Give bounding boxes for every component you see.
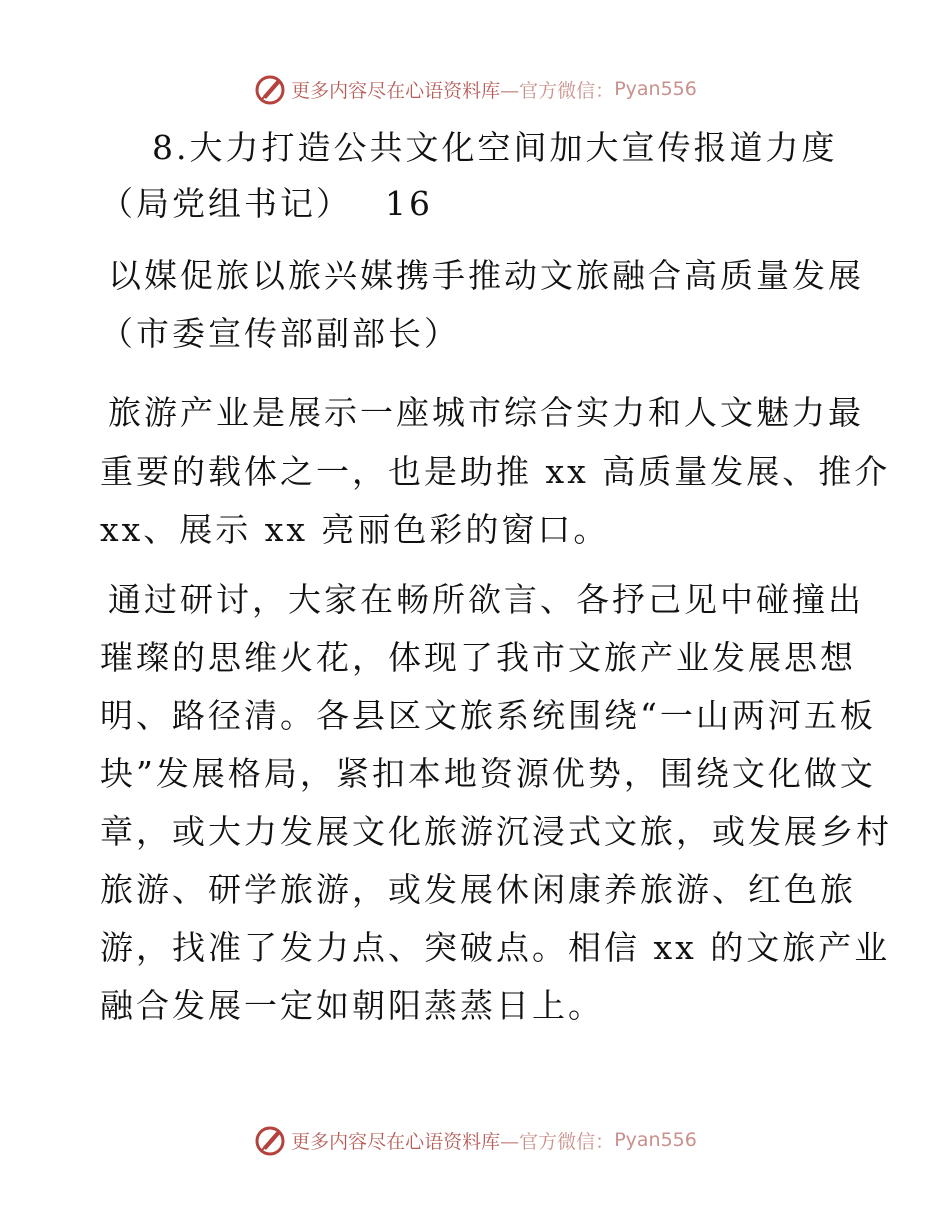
quill-logo-icon [253, 1123, 287, 1157]
paragraph-2-line-1: 通过研讨，大家在畅所欲言、各抒己见中碰撞出 [108, 580, 864, 619]
footer-watermark [0, 1123, 950, 1157]
watermark-separator-text: —官方微信： [500, 1130, 615, 1153]
paragraph-2-line-7: 游，找准了发力点、突破点。相信 xx 的文旅产业 [100, 928, 891, 967]
header-watermark [0, 72, 950, 106]
paragraph-1-line-1: 旅游产业是展示一座城市综合实力和人文魅力最 [108, 393, 864, 432]
watermark-id-text: Pyan556 [614, 1129, 697, 1151]
quill-logo-icon [253, 72, 287, 106]
heading-line-2: （局党组书记） 16 [100, 184, 433, 223]
paragraph-2-line-5: 章，或大力发展文化旅游沉浸式文旅，或发展乡村 [100, 812, 892, 851]
paragraph-2-line-2: 璀璨的思维火花，体现了我市文旅产业发展思想 [100, 638, 856, 677]
watermark-main-text: 更多内容尽在心语资料库 [291, 79, 501, 102]
subtitle-line-1: 以媒促旅以旅兴媒携手推动文旅融合高质量发展 [108, 256, 864, 295]
paragraph-2-line-3: 明、路径清。各县区文旅系统围绕“一山两河五板 [100, 696, 876, 735]
paragraph-1-line-2: 重要的载体之一，也是助推 xx 高质量发展、推介 [100, 452, 891, 491]
heading-line-1: 8.大力打造公共文化空间加大宣传报道力度 [152, 128, 838, 167]
paragraph-2-line-6: 旅游、研学旅游，或发展休闲康养旅游、红色旅 [100, 870, 856, 909]
paragraph-2-line-8: 融合发展一定如朝阳蒸蒸日上。 [100, 986, 604, 1025]
subtitle-line-2: （市委宣传部副部长） [100, 314, 460, 353]
watermark-main-text: 更多内容尽在心语资料库 [291, 1130, 501, 1153]
paragraph-2-line-4: 块”发展格局，紧扣本地资源优势，围绕文化做文 [100, 754, 876, 793]
watermark-separator-text: —官方微信： [500, 79, 615, 102]
paragraph-1-line-3: xx、展示 xx 亮丽色彩的窗口。 [100, 510, 610, 549]
watermark-id-text: Pyan556 [614, 78, 697, 100]
